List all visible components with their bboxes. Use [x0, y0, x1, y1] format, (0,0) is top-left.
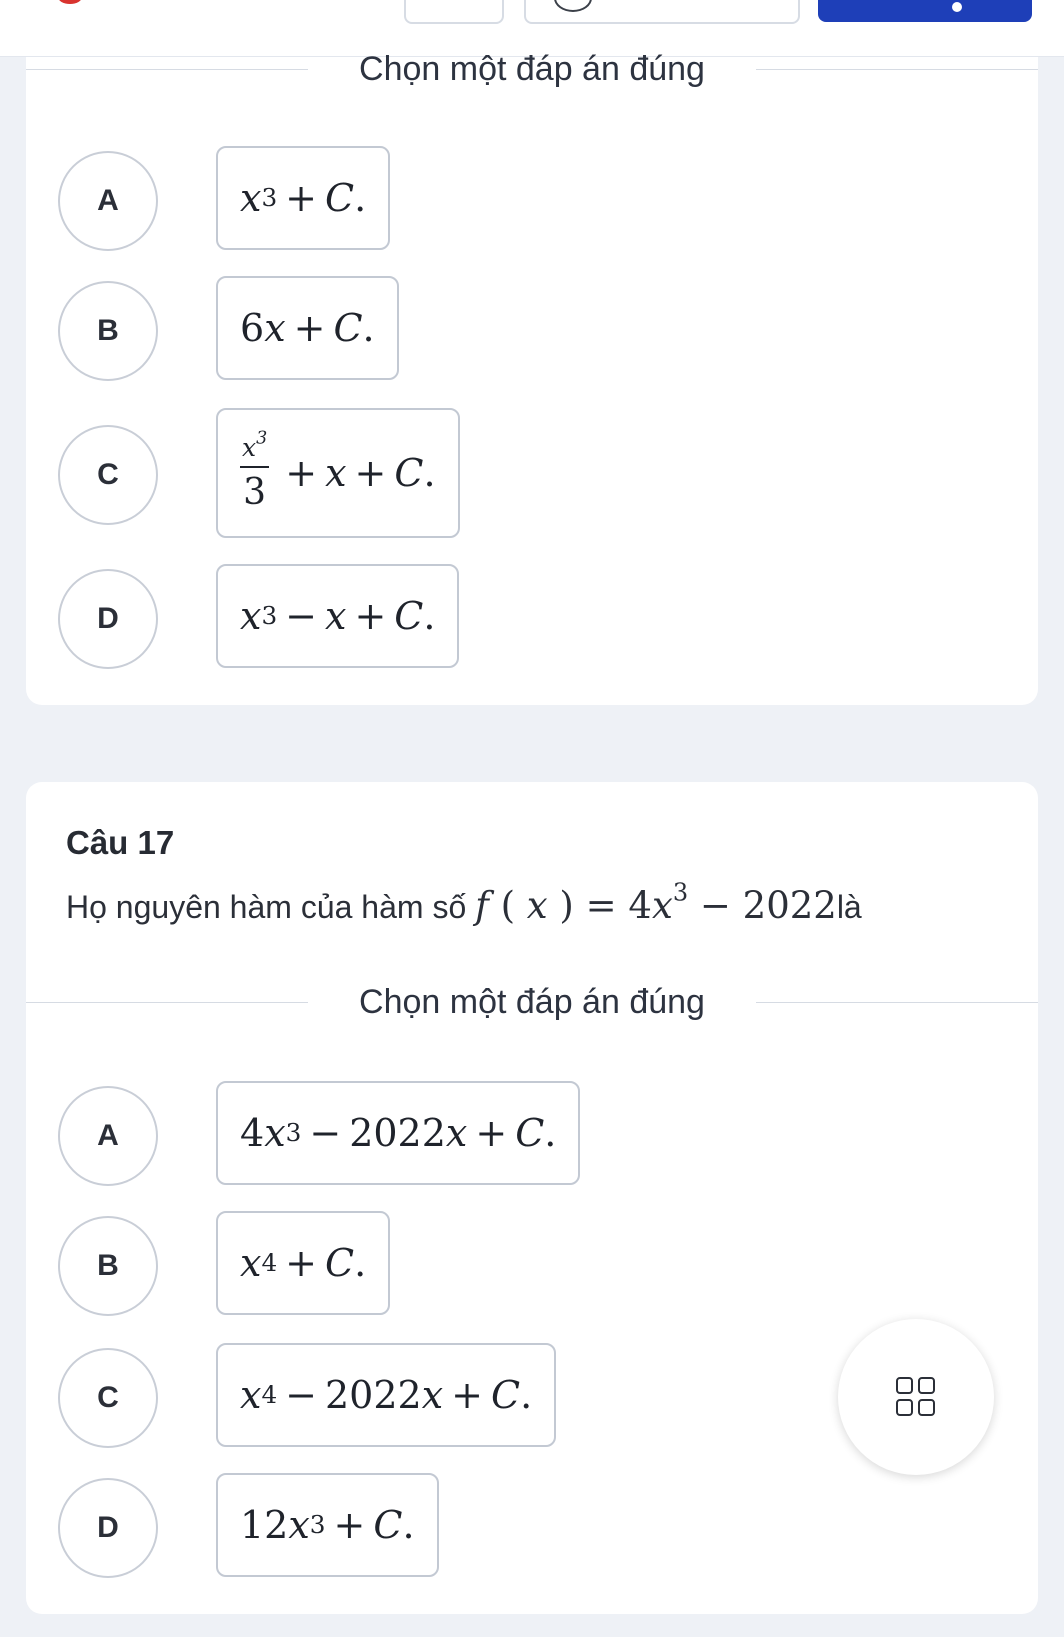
clock-icon — [554, 0, 592, 12]
question-card-prev — [26, 50, 1038, 705]
option-letter[interactable]: B — [58, 281, 158, 381]
prompt-text: Họ nguyên hàm của hàm số — [66, 889, 467, 925]
instruction-divider — [26, 982, 1038, 1022]
option-letter[interactable]: A — [58, 151, 158, 251]
button-icon — [952, 2, 962, 12]
question-card-17 — [26, 782, 1038, 1614]
function-formula: f ( x ) = $4x^3 - 2022$ — [475, 878, 837, 927]
question-grid-button[interactable] — [838, 1319, 994, 1475]
answer-box[interactable]: x 4 + C . — [216, 1211, 390, 1315]
answer-box[interactable]: 6 x + C . — [216, 276, 399, 380]
answer-box[interactable]: x 3 + C . — [216, 146, 390, 250]
prompt-suffix: là — [836, 889, 862, 925]
toolbar-button[interactable] — [404, 0, 504, 24]
option-letter[interactable]: C — [58, 1348, 158, 1448]
status-dot — [58, 0, 82, 4]
answer-box[interactable]: $\frac{x^3}{3}$ + x + C . — [216, 408, 460, 538]
option-letter[interactable]: A — [58, 1086, 158, 1186]
option-letter[interactable]: C — [58, 425, 158, 525]
answer-box[interactable]: x 3 − x + C . — [216, 564, 459, 668]
instruction-text: Chọn một đáp án đúng — [359, 50, 705, 88]
submit-button[interactable] — [818, 0, 1032, 22]
instruction-text: Chọn một đáp án đúng — [359, 983, 705, 1021]
instruction-divider — [26, 49, 1038, 89]
answer-box[interactable]: 12 x 3 + C . — [216, 1473, 439, 1577]
answer-box[interactable]: 4 x 3 − 2022 x + C . — [216, 1081, 580, 1185]
question-title: Câu 17 — [66, 824, 175, 861]
timer-box[interactable] — [524, 0, 800, 24]
question-prompt — [66, 878, 862, 927]
option-letter[interactable]: D — [58, 569, 158, 669]
answer-box[interactable]: x 4 − 2022 x + C . — [216, 1343, 556, 1447]
fraction: $\frac{x^3}{3}$ — [242, 428, 268, 513]
option-letter[interactable]: D — [58, 1478, 158, 1578]
option-letter[interactable]: B — [58, 1216, 158, 1316]
